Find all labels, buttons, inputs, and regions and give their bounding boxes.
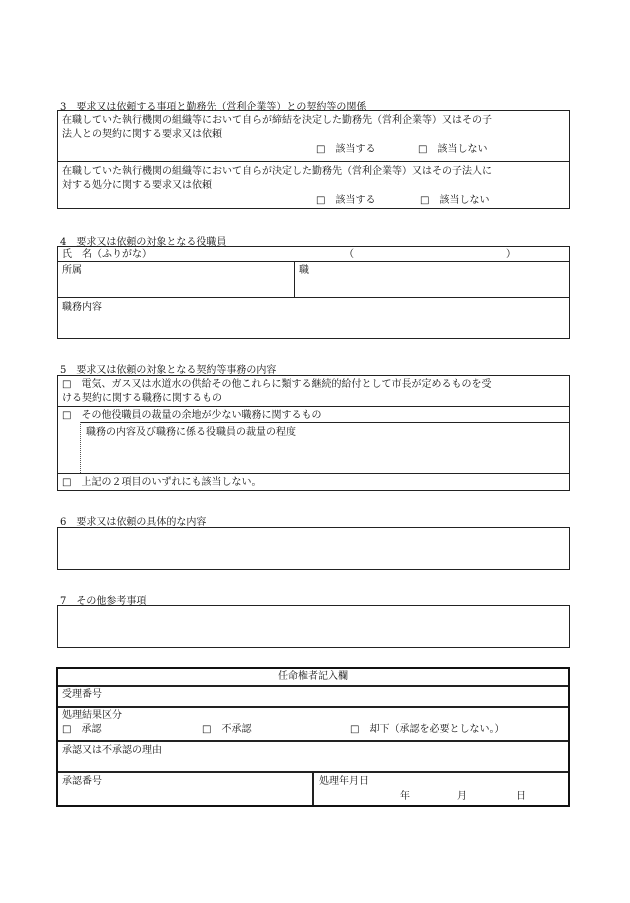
divider — [58, 261, 569, 262]
section-5-title: 5 要求又は依頼の対象となる契約等事務の内容 — [60, 365, 277, 376]
section-3-title: 3 要求又は依頼する事項と勤務先（営利企業等）との契約等の関係 — [60, 102, 367, 113]
year-label: 年 — [400, 791, 410, 802]
section-3-table — [57, 110, 570, 209]
row1-checkbox-not-applicable[interactable]: □ 該当しない — [418, 144, 488, 155]
section-7-input-box[interactable] — [57, 605, 570, 648]
row2-checkbox-applicable[interactable]: □ 該当する — [316, 195, 376, 206]
divider — [58, 706, 568, 708]
item1-line2: ける契約に関する職務に関するもの — [62, 393, 222, 404]
divider — [294, 261, 295, 297]
paren-close: ） — [506, 249, 516, 260]
reason-label: 承認又は不承認の理由 — [62, 745, 162, 756]
divider — [58, 473, 569, 474]
section-5-table — [57, 375, 570, 491]
section-7-title: 7 その他参考事項 — [60, 596, 147, 607]
authority-table — [56, 667, 570, 807]
reject-checkbox[interactable]: □ 却下（承認を必要としない。） — [350, 724, 505, 735]
divider — [312, 771, 314, 805]
row1-text-line2: 法人との契約に関する要求又は依頼 — [62, 129, 222, 140]
item3-text[interactable]: □ 上記の２項目のいずれにも該当しない。 — [62, 477, 262, 488]
duties-label: 職務内容 — [62, 302, 102, 313]
position-label: 職 — [299, 265, 309, 276]
result-label: 処理結果区分 — [62, 710, 122, 721]
dotted-divider — [80, 422, 81, 473]
divider — [58, 406, 569, 407]
item2-text[interactable]: □ その他役職員の裁量の余地が少ない職務に関するもの — [62, 410, 322, 421]
divider — [80, 422, 570, 423]
paren-open: （ — [344, 249, 354, 260]
divider — [58, 740, 568, 742]
affiliation-label: 所属 — [62, 265, 82, 276]
approval-number-label: 承認番号 — [62, 776, 102, 787]
row2-text-line2: 対する処分に関する要求又は依頼 — [62, 180, 212, 191]
name-label: 氏 名（ふりがな） — [62, 249, 152, 260]
divider — [58, 685, 568, 687]
divider — [58, 161, 569, 162]
day-label: 日 — [516, 791, 526, 802]
section-4-title: 4 要求又は依頼の対象となる役職員 — [60, 237, 227, 248]
item1-line1[interactable]: □ 電気、ガス又は水道水の供給その他これらに類する継続的給付として市長が定めるものを受 — [62, 379, 492, 390]
authority-header: 任命権者記入欄 — [278, 671, 348, 682]
receipt-number-label: 受理番号 — [62, 689, 102, 700]
month-label: 月 — [457, 791, 467, 802]
row2-checkbox-not-applicable[interactable]: □ 該当しない — [420, 195, 490, 206]
disapprove-checkbox[interactable]: □ 不承認 — [202, 724, 252, 735]
row1-text-line1: 在職していた執行機関の組織等において自らが締結を決定した勤務先（営利企業等）又はその子 — [62, 115, 492, 126]
section-4-table — [57, 246, 570, 339]
section-6-input-box[interactable] — [57, 527, 570, 570]
row1-checkbox-applicable[interactable]: □ 該当する — [316, 144, 376, 155]
section-6-title: 6 要求又は依頼の具体的な内容 — [60, 517, 207, 528]
row2-text-line1: 在職していた執行機関の組織等において自らが決定した勤務先（営利企業等）又はその子法人に — [62, 166, 492, 177]
approve-checkbox[interactable]: □ 承認 — [62, 724, 102, 735]
divider — [58, 297, 569, 298]
processing-date-label: 処理年月日 — [319, 776, 369, 787]
item2-sub-label: 職務の内容及び職務に係る役職員の裁量の程度 — [86, 427, 296, 438]
